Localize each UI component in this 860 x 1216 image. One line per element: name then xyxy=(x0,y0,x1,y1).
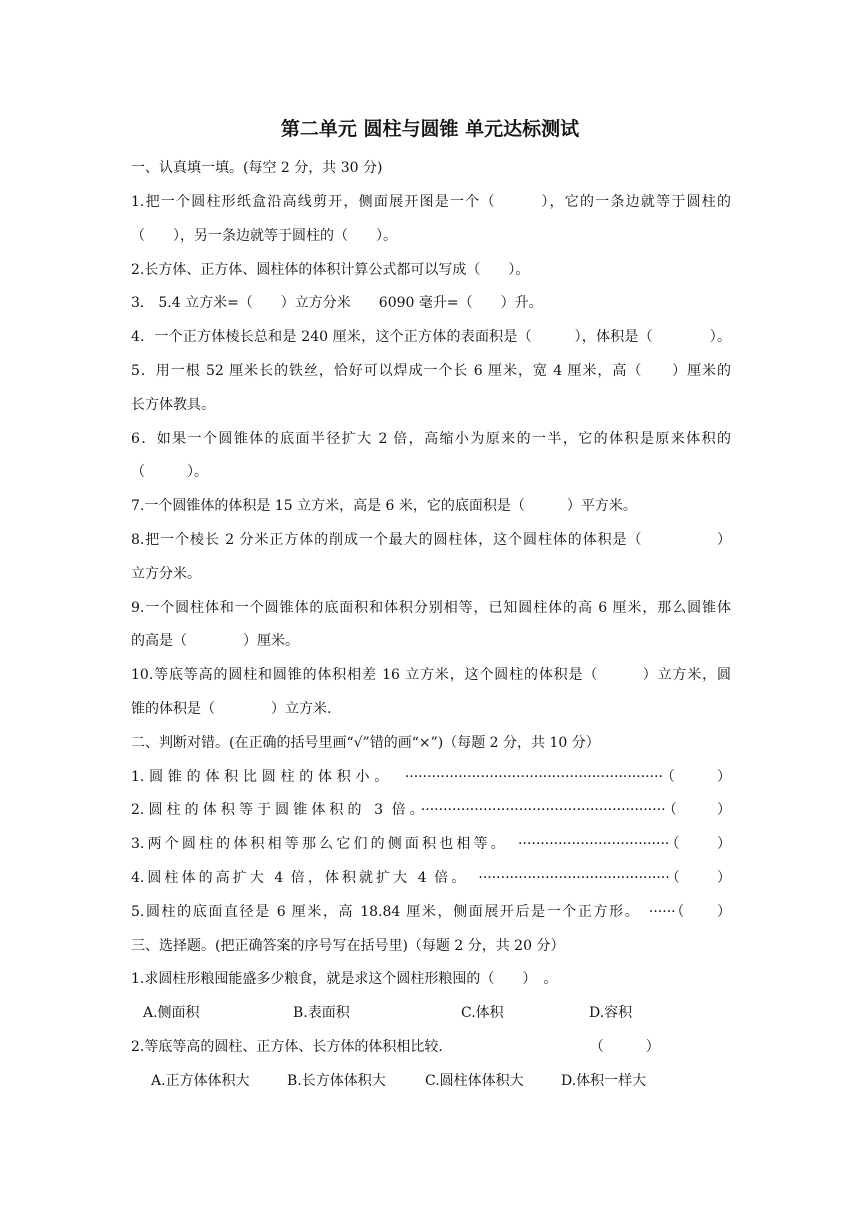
page-title: 第二单元 圆柱与圆锥 单元达标测试 xyxy=(280,118,580,140)
question-line: 7.一个圆锥体的体积是 15 立方米，高是 6 米，它的底面积是（ ）平方米。 xyxy=(131,498,637,514)
section-heading-multiple-choice: 三、选择题。(把正确答案的序号写在括号里)（每题 2 分，共 20 分） xyxy=(131,938,565,954)
choice-option-d: D.容积 xyxy=(589,1005,633,1021)
judgement-line: 4.圆柱体的高扩大 4 倍，体积就扩大 4 倍。 ···········································（ ） xyxy=(131,870,731,886)
question-line: 10.等底等高的圆柱和圆锥的体积相差 16 立方米，这个圆柱的体积是（ ）立方米，圆 xyxy=(131,667,731,683)
judgement-line: 5.圆柱的底面直径是 6 厘米，高 18.84 厘米，侧面展开后是一个正方形。 ······（ ） xyxy=(131,904,731,920)
question-line: （ ）。 xyxy=(131,464,208,480)
judgement-line: 1.圆锥的体积比圆柱的体积小。 ··························································（ ） xyxy=(131,769,731,785)
question-line: 4．一个正方体棱长总和是 240 厘米，这个正方体的表面积是（ ），体积是（ ）。 xyxy=(131,329,731,345)
question-line: 1.把一个圆柱形纸盒沿高线剪开，侧面展开图是一个（ ），它的一条边就等于圆柱的 xyxy=(131,194,731,210)
question-line: 的高是（ ）厘米。 xyxy=(131,633,299,649)
question-line: 3. 5.4 立方米=（ ）立方分米 6090 毫升=（ ）升。 xyxy=(131,295,543,311)
question-line: 6．如果一个圆锥体的底面半径扩大 2 倍，高缩小为原来的一半，它的体积是原来体积的 xyxy=(131,431,731,447)
choice-option-b: B.长方体体积大 xyxy=(287,1073,386,1089)
choice-options-row xyxy=(151,1070,751,1090)
question-line: （ ），另一条边就等于圆柱的（ ）。 xyxy=(131,228,397,244)
question-line: 9.一个圆柱体和一个圆锥体的底面积和体积分别相等，已知圆柱体的高 6 厘米，那么圆锥体 xyxy=(131,600,731,616)
section-heading-fill-in: 一、认真填一填。(每空 2 分，共 30 分) xyxy=(131,160,383,176)
choice-option-a: A.正方体体积大 xyxy=(151,1073,250,1089)
question-line: 8.把一个棱长 2 分米正方体的削成一个最大的圆柱体，这个圆柱体的体积是（ ） xyxy=(131,532,731,548)
choice-option-c: C.体积 xyxy=(461,1005,504,1021)
section-heading-true-false: 二、判断对错。(在正确的括号里画“√”错的画“×”)（每题 2 分，共 10 分） xyxy=(131,735,600,751)
judgement-line: 3.两个圆柱的体积相等那么它们的侧面积也相等。 ··································（ ） xyxy=(131,836,731,852)
judgement-line: 2.圆柱的体积等于圆锥体积的 3 倍。·······················································（ ） xyxy=(131,802,731,818)
choice-option-b: B.表面积 xyxy=(293,1005,350,1021)
choice-question-stem: 2.等底等高的圆柱、正方体、长方体的体积相比较. （ ） xyxy=(131,1039,660,1055)
question-line: 5．用一根 52 厘米长的铁丝，恰好可以焊成一个长 6 厘米，宽 4 厘米，高（ ）厘米的 xyxy=(131,363,731,379)
choice-option-d: D.体积一样大 xyxy=(561,1073,647,1089)
choice-options-row xyxy=(143,1002,743,1022)
choice-option-c: C.圆柱体体积大 xyxy=(425,1073,524,1089)
choice-question-stem: 1.求圆柱形粮囤能盛多少粮食，就是求这个圆柱形粮囤的（ ） 。 xyxy=(131,971,558,987)
question-line: 立方分米。 xyxy=(131,566,201,582)
choice-option-a: A.侧面积 xyxy=(143,1005,200,1021)
question-line: 2.长方体、正方体、圆柱体的体积计算公式都可以写成（ ）。 xyxy=(131,262,530,278)
question-line: 锥的体积是（ ）立方米. xyxy=(131,701,332,717)
question-line: 长方体教具。 xyxy=(131,397,215,413)
